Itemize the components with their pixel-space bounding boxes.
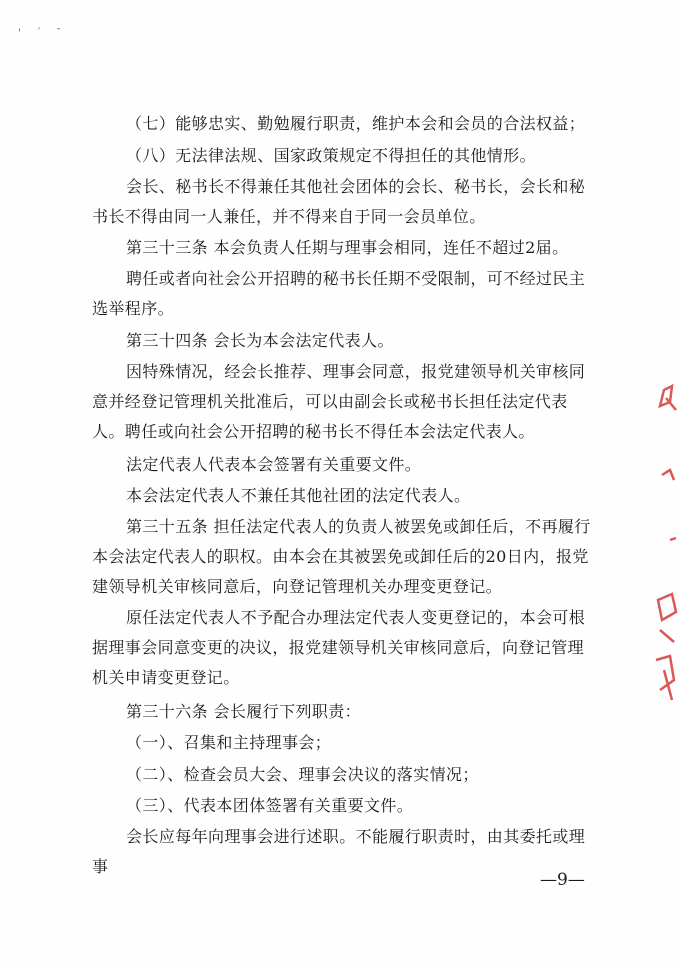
paragraph-special-cases: 因特殊情况，经会长推荐、理事会同意，报党建领导机关审核同意并经登记管理机关批准后，可以由副会长或秘书长担任法定代表人。聘任或向社会公开招聘的秘书长不得任本会法定代表人。 xyxy=(92,362,586,441)
paragraph-annual-report: 会长应每年向理事会进行述职。不能履行职责时，由其委托或理事 xyxy=(92,827,586,876)
red-seal-stamp-edge xyxy=(650,380,680,720)
paragraph-article-33: 第三十三条 本会负责人任期与理事会相同，连任不超过2届。 xyxy=(126,238,569,257)
paragraph-no-other-rep: 本会法定代表人不兼任其他社团的法定代表人。 xyxy=(126,486,471,505)
paragraph-article-36: 第三十六条 会长履行下列职责： xyxy=(126,702,362,721)
paragraph-former-rep: 原任法定代表人不予配合办理法定代表人变更登记的，本会可根据理事会同意变更的决议，报党建领导机关审核同意后，向登记管理机关申请变更登记。 xyxy=(92,608,586,687)
paragraph-no-concurrent: 会长、秘书长不得兼任其他社会团体的会长、秘书长，会长和秘书长不得由同一人兼任，并不得来自于同一会员单位。 xyxy=(92,177,586,226)
paragraph-duty-2: （二）、检查会员大会、理事会决议的落实情况； xyxy=(126,765,479,784)
paragraph-article-35: 第三十五条 担任法定代表人的负责人被罢免或卸任后，不再履行本会法定代表人的职权。由本会在其被罢免或卸任后的20日内，报党建领导机关审核同意后，向登记管理机关办理变更登记。 xyxy=(92,517,591,596)
paragraph-clause-8: （八）无法律法规、国家政策规定不得担任的其他情形。 xyxy=(126,146,537,165)
paragraph-duty-3: （三）、代表本团体签署有关重要文件。 xyxy=(126,796,414,815)
scan-marks: ' ˊ ˉ xyxy=(18,28,68,39)
paragraph-secretary-term: 聘任或者向社会公开招聘的秘书长任期不受限制，可不经过民主选举程序。 xyxy=(92,269,586,318)
paragraph-sign-documents: 法定代表人代表本会签署有关重要文件。 xyxy=(126,455,422,474)
page-number: —9— xyxy=(540,870,585,890)
paragraph-clause-7: （七）能够忠实、勤勉履行职责，维护本会和会员的合法权益； xyxy=(126,114,586,133)
paragraph-duty-1: （一）、召集和主持理事会； xyxy=(126,733,332,752)
paragraph-article-34: 第三十四条 会长为本会法定代表人。 xyxy=(126,331,394,350)
